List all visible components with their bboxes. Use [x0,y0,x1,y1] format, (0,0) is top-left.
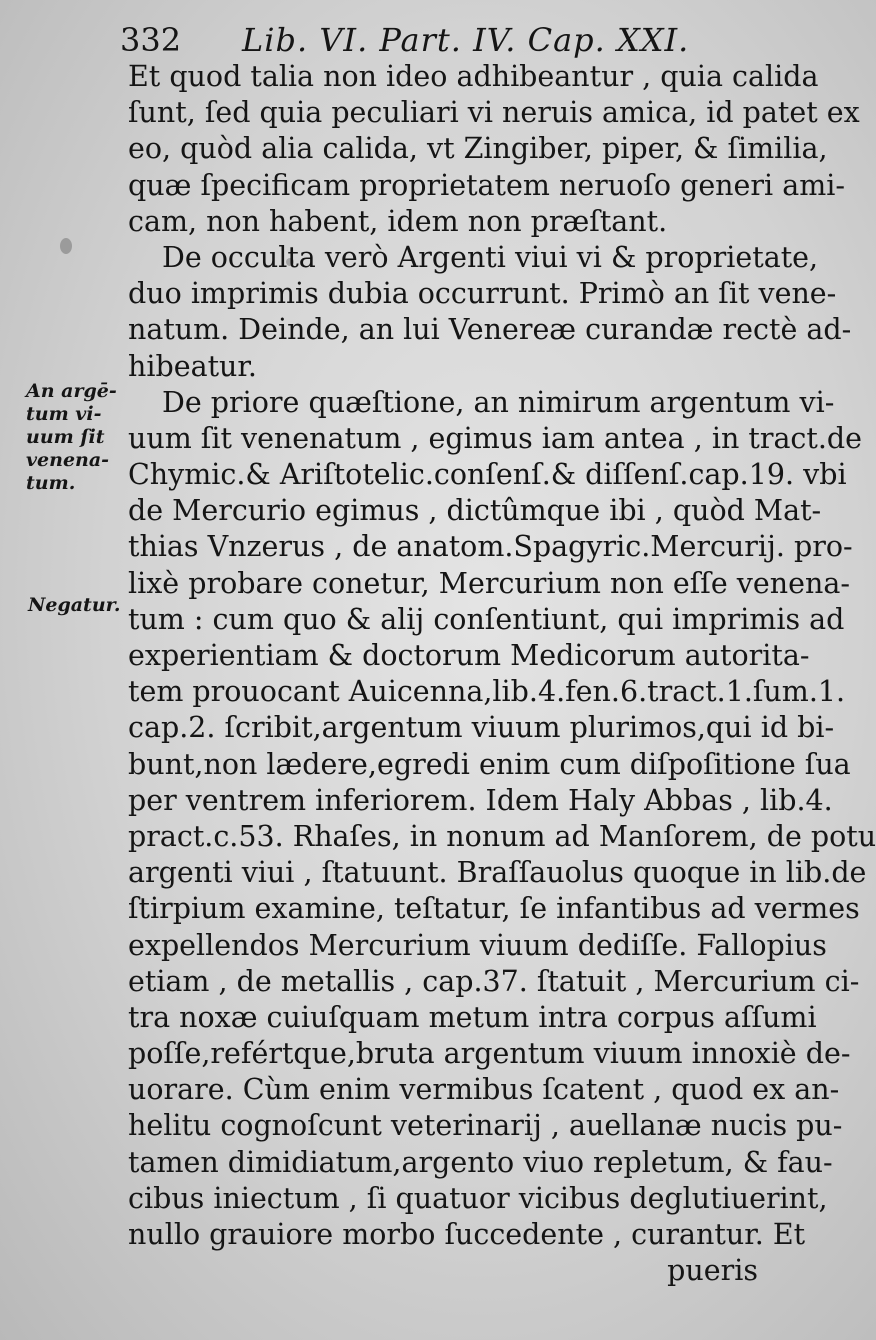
text-line: Et quod talia non ideo adhibeantur , quia calida [128,60,819,93]
text-line: quæ ſpecificam proprietatem neruoſo generi ami- [128,168,845,202]
text-line: argenti viui , ſtatuunt. Braſſauolus quoque in lib.de [128,856,867,890]
text-line: De occulta verò Argenti viui vi & proprietate, [162,240,819,274]
text-line: ſunt, ſed quia peculiari vi neruis amica, id patet ex [128,96,860,130]
text-line: helitu cognoſcunt veterinarij , auellanæ nucis pu- [128,1109,843,1143]
text-line: bunt,non lædere,egredi enim cum diſpoſitione ſua [128,747,851,781]
main-text-block [128,59,876,1289]
text-line: tra noxæ cuiuſquam metum intra corpus aſſumi [128,1000,817,1034]
text-line: Chymic.& Ariſtotelic.conſenſ.& diſſenſ.cap.19. vbi [128,458,847,492]
text-line: etiam , de metallis , cap.37. ſtatuit , Mercurium ci- [128,964,860,998]
text-line: eo, quòd alia calida, vt Zingiber, piper, & ſimilia, [128,132,828,166]
text-line: duo imprimis dubia occurrunt. Primò an ſit vene- [128,277,837,311]
margin-note-line: venena- [26,449,110,471]
text-line: experientiam & doctorum Medicorum autorita- [128,639,810,672]
running-header [118,18,758,62]
catchword: pueris [667,1254,758,1288]
text-line: poſſe,refértque,bruta argentum viuum innoxiè de- [128,1037,851,1071]
text-line: hibeatur. [128,349,257,383]
margin-note-line: tum vi- [26,403,102,425]
text-line: tum : cum quo & alij conſentiunt, qui imprimis ad [128,602,845,636]
text-line: cibus iniectum , ſi quatuor vicibus deglutiuerint, [128,1181,828,1215]
text-line: per ventrem inferiorem. Idem Haly Abbas , lib.4. [128,783,833,817]
page-number: 332 [120,21,182,59]
text-line: nullo grauiore morbo ſuccedente , curantur. Et [128,1218,806,1251]
text-line: ſtirpium examine, teſtatur, ſe infantibus ad vermes [128,892,860,926]
margin-notes [26,380,126,616]
running-head-title: Lib. VI. Part. IV. Cap. XXI. [242,21,690,59]
text-line: pract.c.53. Rhaſes, in nonum ad Manſorem, de potu [128,819,876,853]
margin-note-quaestio [26,380,126,495]
text-line: cap.2. ſcribit,argentum viuum plurimos,qui id bi- [128,711,835,745]
ink-speck [60,238,72,254]
text-line: expellendos Mercurium viuum dediſſe. Fallopius [128,928,827,962]
text-line: thias Vnzerus , de anatom.Spagyric.Mercurij. pro- [128,530,853,564]
text-line: uorare. Cùm enim vermibus ſcatent , quod ex an- [128,1073,840,1107]
text-line: uum ſit venenatum , egimus iam antea , in tract.de [128,421,863,455]
margin-note-line: uum ſit [26,426,105,448]
text-line: tem prouocant Auicenna,lib.4.fen.6.tract.1.ſum.1. [128,675,846,709]
text-line: De priore quæſtione, an nimirum argentum vi- [162,385,835,419]
text-line: tamen dimidiatum,argento viuo repletum, & fau- [128,1145,833,1179]
text-line: lixè probare conetur, Mercurium non eſſe venena- [128,566,850,600]
text-line: cam, non habent, idem non præſtant. [128,204,668,238]
margin-note-negatur: Negatur. [28,594,121,616]
margin-note-line: tum. [26,472,76,494]
text-line: de Mercurio egimus , dictûmque ibi , quòd Mat- [128,494,822,528]
text-line: natum. Deinde, an lui Venereæ curandæ rectè ad- [128,313,852,347]
margin-note-line: An argē- [26,380,117,402]
